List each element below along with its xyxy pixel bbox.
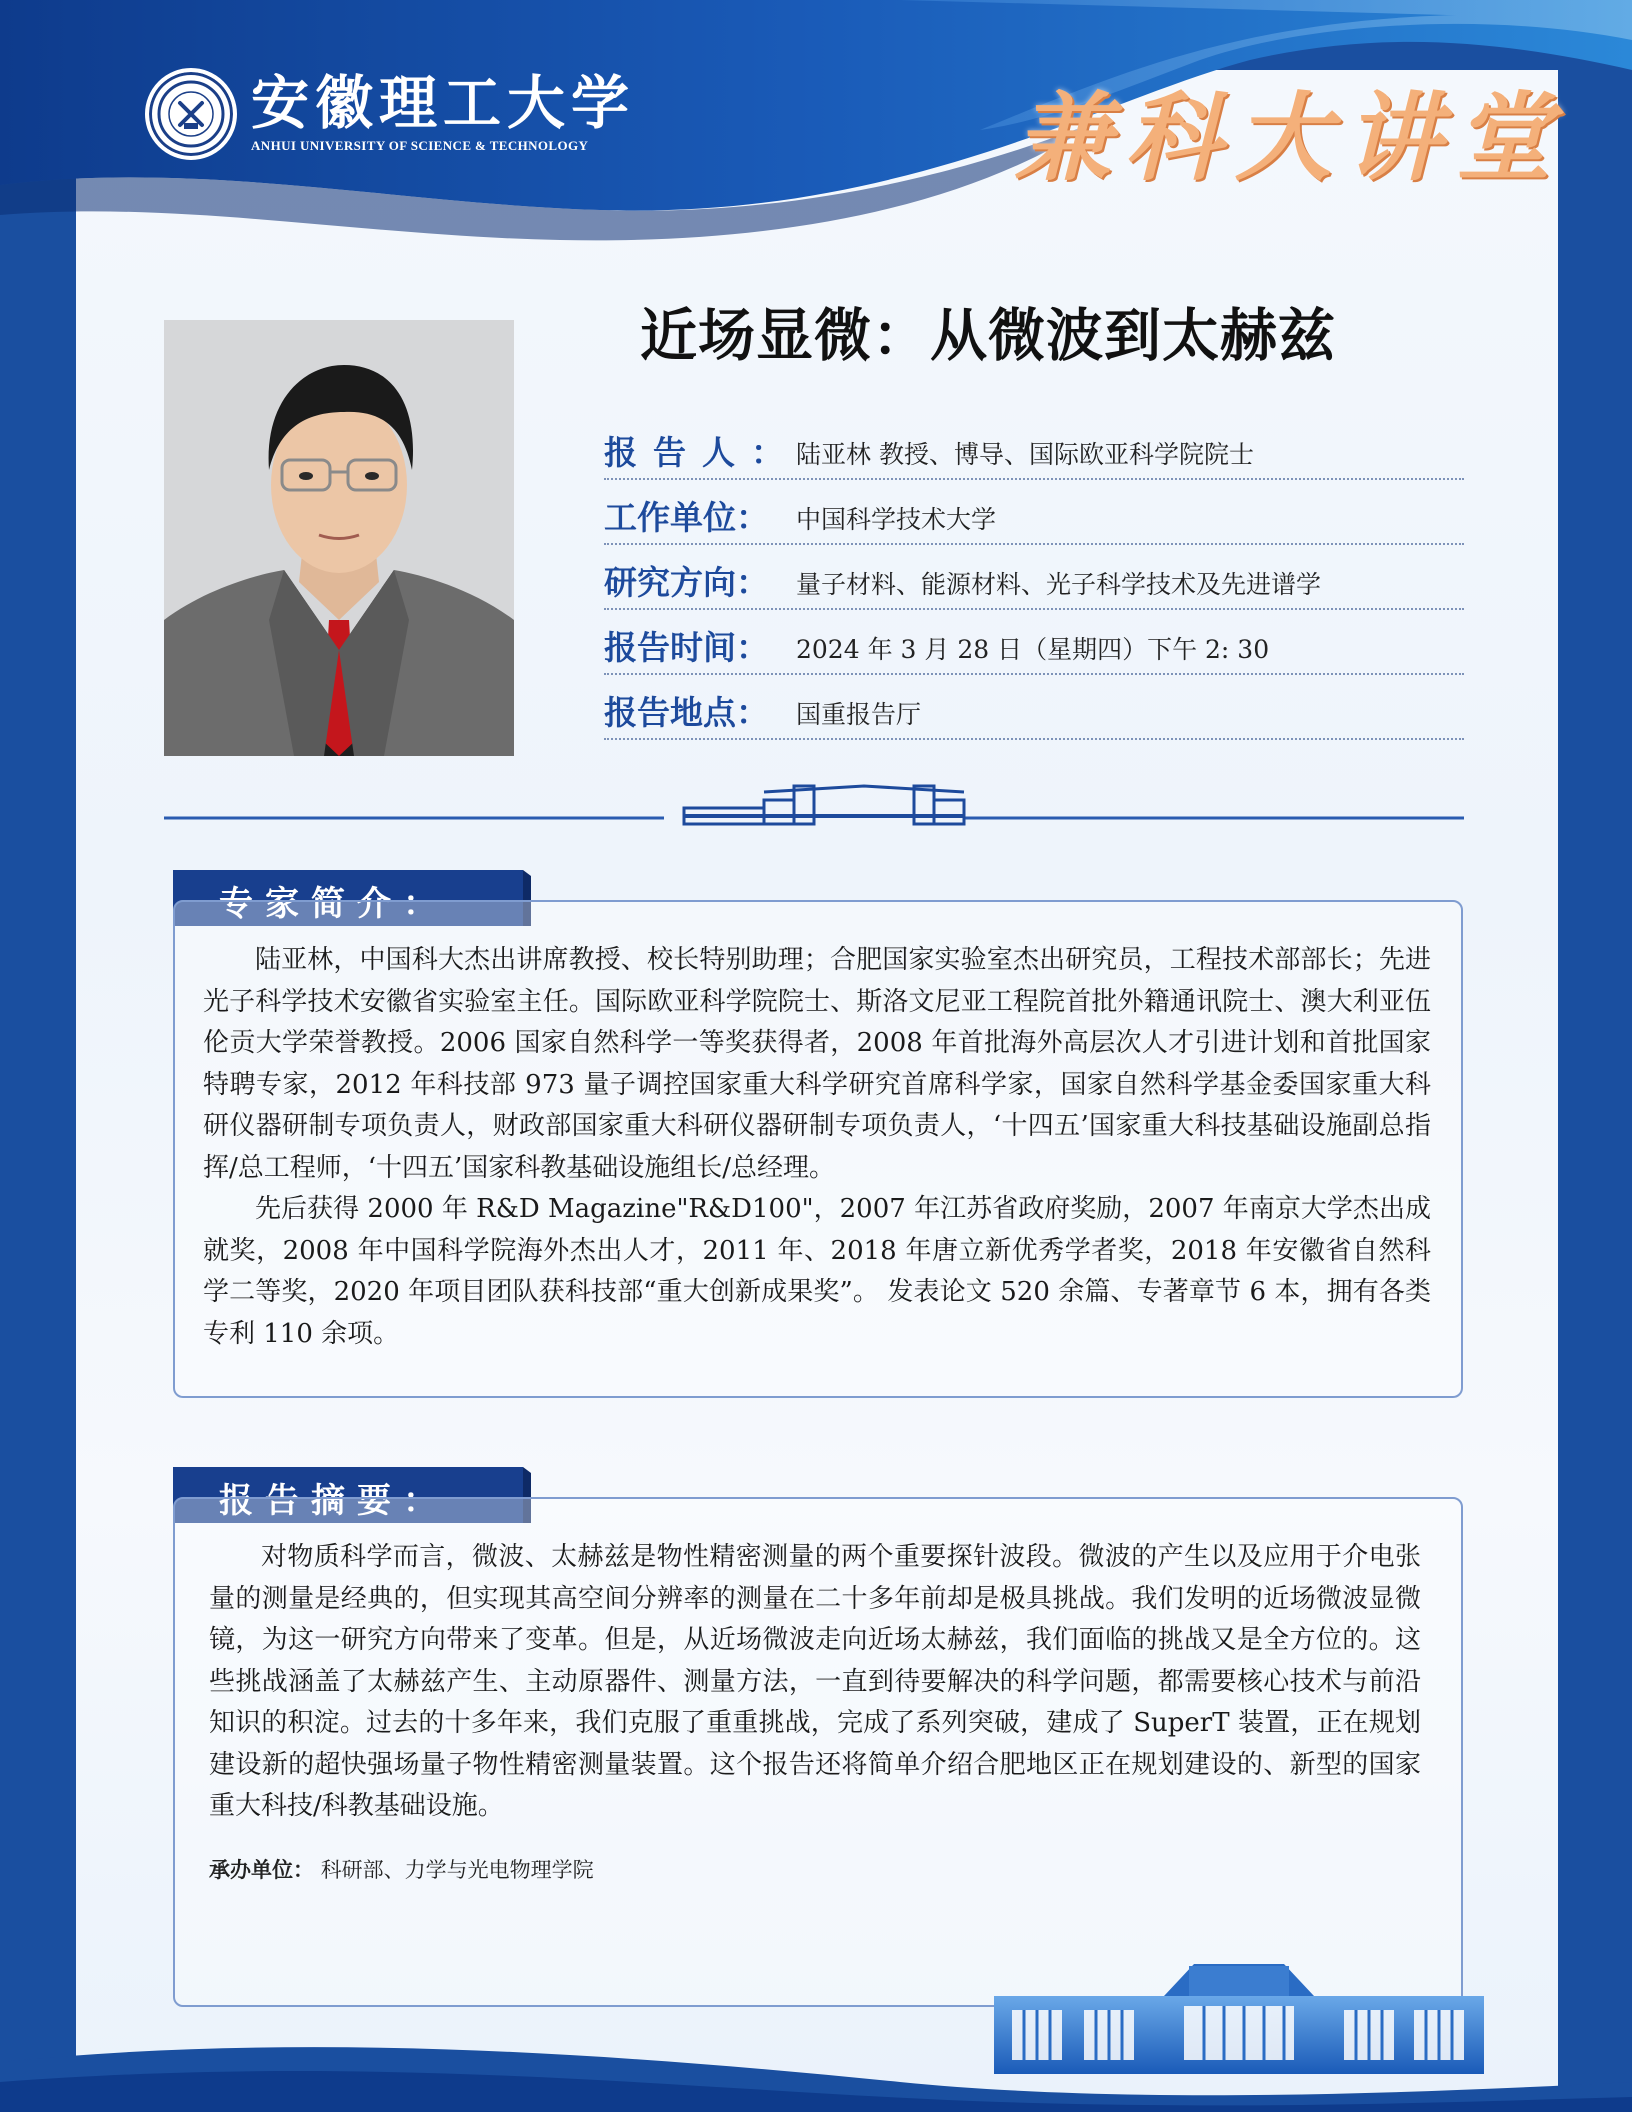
info-value: 2024 年 3 月 28 日（星期四）下午 2: 30 [796,635,1270,664]
info-row-affiliation [604,480,1464,545]
info-row-time [604,610,1464,675]
organizer-label: 承办单位： [209,1857,314,1882]
info-label: 报告时间： [604,628,769,667]
info-value: 中国科学技术大学 [796,505,997,534]
lecture-series-brand: 兼科大讲堂 [1015,81,1565,194]
info-label: 研究方向： [604,563,769,602]
bio-box [173,900,1463,1398]
university-name-cn: 安徽理工大学 [251,69,636,137]
info-label: 报告地点： [604,693,769,732]
university-seal-icon [145,68,237,160]
info-value: 量子材料、能源材料、光子科学技术及先进谱学 [796,570,1322,599]
info-row-speaker [604,415,1464,480]
info-row-location [604,675,1464,740]
speaker-photo [164,320,514,756]
lecture-title: 近场显微：从微波到太赫兹 [640,303,1336,369]
bio-paragraph: 先后获得 2000 年 R&D Magazine"R&D100"，2007 年江苏省政府奖励，2007 年南京大学杰出成就奖，2008 年中国科学院海外杰出人才，2011 年、2018 年唐立新优秀学者奖，2018 年安徽省自然科学二等奖，2020 年项目团队获科技部“重大创新成果奖”。 发表论文 520 余篇、专著章节 6 本，拥有各类专利 110 余项。 [203,1194,1431,1349]
info-row-research [604,545,1464,610]
info-value: 陆亚林 教授、博导、国际欧亚科学院院士 [796,440,1254,469]
abstract-box [173,1497,1463,2007]
bio-heading: 专家简介： [219,884,449,924]
bio-paragraph: 陆亚林，中国科大杰出讲席教授、校长特别助理；合肥国家实验室杰出研究员，工程技术部部长；先进光子科学技术安徽省实验室主任。国际欧亚科学院院士、斯洛文尼亚工程院首批外籍通讯院士、澳大利亚伍伦贡大学荣誉教授。2006 国家自然科学一等奖获得者，2008 年首批海外高层次人才引进计划和首批国家特聘专家，2012 年科技部 973 量子调控国家重大科学研究首席科学家，国家自然科学基金委国家重大科研仪器研制专项负责人，财政部国家重大科研仪器研制专项负责人，‘十四五’国家重大科技基础设施副总指挥/总工程师，‘十四五’国家科教基础设施组长/总经理。 [203,945,1431,1183]
speaker-info-list [604,415,1464,740]
organizer-line [209,1854,1421,1884]
abstract-heading: 报告摘要： [219,1481,449,1521]
organizer-value: 科研部、力学与光电物理学院 [320,1857,594,1882]
info-label: 工作单位： [604,498,769,537]
university-logo [145,68,635,160]
university-name-en: ANHUI UNIVERSITY OF SCIENCE & TECHNOLOGY [251,138,589,153]
info-label: 报告人： [604,433,800,472]
abstract-paragraph: 对物质科学而言，微波、太赫兹是物性精密测量的两个重要探针波段。微波的产生以及应用于介电张量的测量是经典的，但实现其高空间分辨率的测量在二十多年前却是极具挑战。我们发明的近场微波显微镜，为这一研究方向带来了变革。但是，从近场微波走向近场太赫兹，我们面临的挑战又是全方位的。这些挑战涵盖了太赫兹产生、主动原器件、测量方法，一直到待要解决的科学问题，都需要核心技术与前沿知识的积淀。过去的十多年来，我们克服了重重挑战，完成了系列突破，建成了 SuperT 装置，正在规划建设新的超快强场量子物性精密测量装置。这个报告还将简单介绍合肥地区正在规划建设的、新型的国家重大科技/科教基础设施。 [209,1542,1421,1821]
info-value: 国重报告厅 [796,700,922,729]
gate-divider [164,780,1464,832]
footer-wave [0,2022,1632,2112]
